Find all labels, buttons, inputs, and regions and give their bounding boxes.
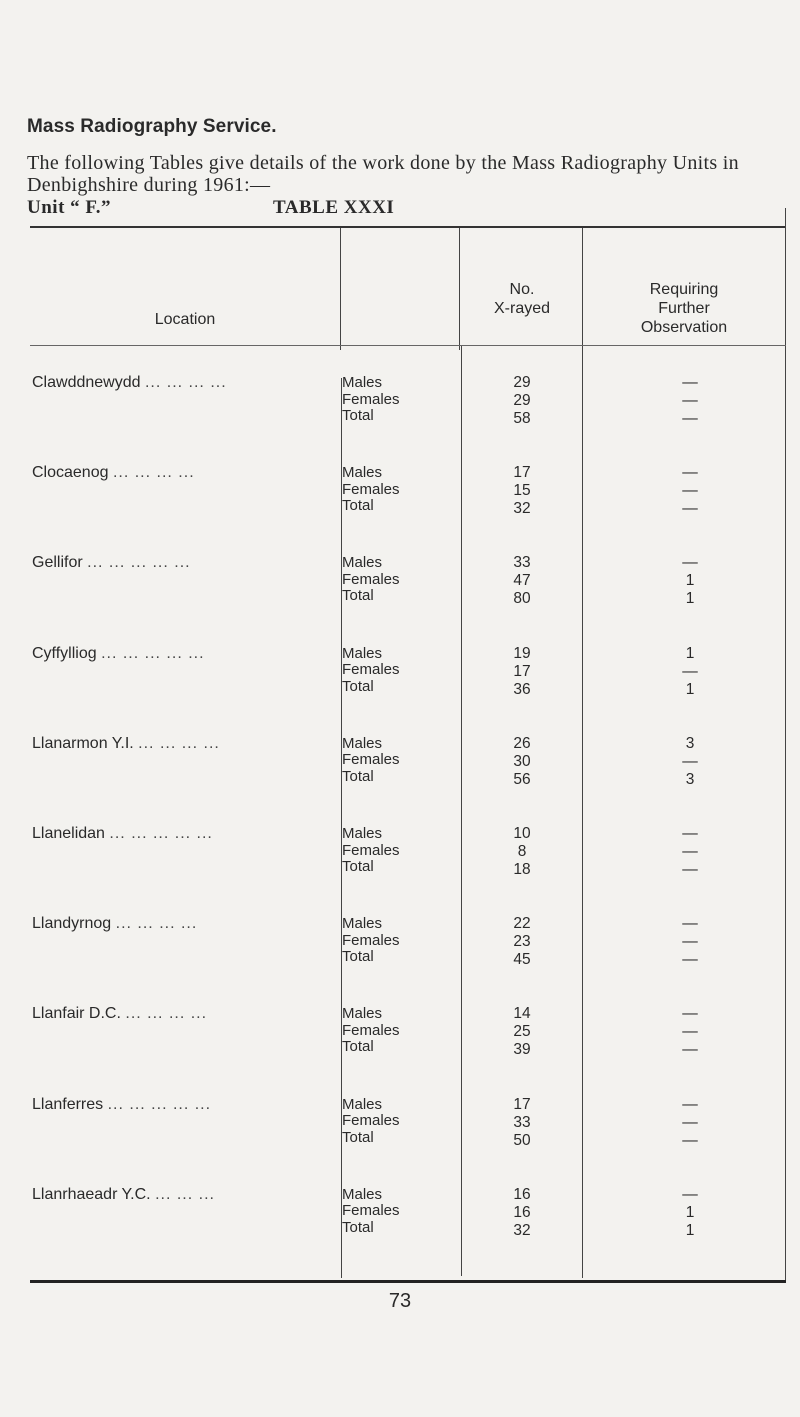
xrayed-cell: 39 [513,1041,531,1059]
further-observation-cell: — [682,500,698,518]
header-further-line1: Requiring [649,281,719,298]
table-row-group [30,735,786,825]
sex-cell: Females [342,1202,400,1220]
leader-dots: ... ... ... ... ... [101,644,205,662]
table-row [30,768,786,786]
table-row-group [30,554,786,644]
xrayed-cell: 14 [513,1005,531,1023]
further-observation-cell: — [682,482,698,500]
location-name: Llanarmon Y.I. [32,734,134,752]
xrayed-cell: 22 [513,915,531,933]
header-location: Location [154,311,216,328]
xrayed-cell: 50 [513,1131,531,1149]
xrayed-cell: 58 [513,410,531,427]
xrayed-cell: 10 [513,825,531,842]
column-divider [459,228,460,350]
table-row [30,735,786,753]
sex-cell: Total [342,858,374,875]
xrayed-cell: 18 [513,861,531,878]
table-row [30,1202,786,1220]
further-observation-cell: — [682,1041,698,1059]
table-row [30,407,786,425]
further-observation-cell: — [682,843,698,860]
xrayed-cell: 19 [513,644,531,662]
sex-cell: Males [342,1005,383,1023]
column-divider [340,228,341,350]
header-xrayed [462,280,582,318]
location-name: Llanfair D.C. [32,1005,121,1023]
location-name: Clocaenog [32,464,109,482]
sex-cell: Females [342,1021,400,1039]
table-row-group [30,825,786,915]
table-row-group [30,645,786,735]
sex-cell: Females [342,931,400,949]
table-row [30,825,786,843]
further-observation-cell: — [682,951,698,969]
further-observation-cell: — [682,1185,698,1203]
table-title: TABLE XXXI [273,197,395,218]
location-name: Clawddnewydd [32,374,141,391]
xrayed-cell: 25 [513,1023,531,1041]
table-row [30,661,786,679]
xrayed-cell: 80 [513,590,531,608]
location-name: Llanferres [32,1095,104,1113]
further-observation-cell: 3 [685,734,695,752]
header-further-line3: Observation [640,319,728,336]
xrayed-cell: 26 [513,734,531,752]
xrayed-cell: 33 [513,554,531,572]
location-name: Llandyrnog [32,915,112,933]
sex-cell: Total [342,1038,374,1056]
header-xrayed-line1: No. [509,281,535,298]
table-row [30,948,786,969]
sex-cell: Females [342,751,400,769]
leader-dots: ... ... ... ... [112,464,195,482]
sex-cell: Males [342,1095,383,1113]
further-observation-cell: — [682,861,698,878]
xrayed-cell: 16 [513,1185,531,1203]
table-row [30,391,786,409]
further-observation-cell: — [682,374,698,391]
table-row [30,374,786,392]
xrayed-cell: 17 [513,662,531,680]
table-row [30,1129,786,1147]
sex-cell: Males [342,734,383,752]
further-observation-cell: 1 [685,1221,695,1239]
table-row [30,464,786,482]
location-name: Llanrhaeadr Y.C. [32,1185,151,1203]
location-name: Llanelidan [32,825,105,842]
xrayed-cell: 30 [513,752,531,770]
leader-dots: ... ... ... ... ... [109,825,213,842]
xrayed-cell: 36 [513,680,531,698]
sex-cell: Total [342,948,374,966]
header-rule [30,345,786,346]
table-row-group [30,1096,786,1186]
intro-paragraph: The following Tables give details of the work done by the Mass Radiography Units in Denbighshire during 1961:— [27,152,739,196]
leader-dots: ... ... ... [155,1185,215,1203]
table-row [30,858,786,876]
further-observation-cell: 1 [685,644,695,662]
header-xrayed-line2: X-rayed [493,300,551,317]
location-name: Gellifor [32,554,83,572]
further-observation-cell: 1 [685,680,695,698]
table-row [30,587,786,608]
further-observation-cell: — [682,554,698,572]
sex-cell: Males [342,915,383,933]
table-row [30,915,786,933]
sex-cell: Females [342,1112,400,1130]
xrayed-cell: 45 [513,951,531,969]
xrayed-cell: 17 [513,464,531,482]
further-observation-cell: — [682,1023,698,1041]
table-row [30,1005,786,1023]
further-observation-cell: — [682,933,698,951]
xrayed-cell: 16 [513,1203,531,1221]
table-row [30,842,786,860]
further-observation-cell: — [682,752,698,770]
table-row [30,481,786,499]
further-observation-cell: — [682,662,698,680]
further-observation-cell: — [682,1095,698,1113]
xrayed-cell: 33 [513,1113,531,1131]
further-observation-cell: — [682,825,698,842]
sex-cell: Females [342,661,400,679]
xrayed-cell: 32 [513,1221,531,1239]
table-row [30,1219,786,1237]
xrayed-cell: 29 [513,392,531,409]
leader-dots: ... ... ... ... ... [107,1095,212,1113]
table-row [30,497,786,518]
table-row [30,554,786,572]
further-observation-cell: — [682,1005,698,1023]
xrayed-cell: 56 [513,770,531,788]
table-row [30,932,786,950]
table-row [30,1112,786,1130]
results-table [30,226,786,1283]
table-row-group [30,915,786,1005]
table-row [30,1022,786,1040]
xrayed-cell: 32 [513,500,531,518]
table-row [30,751,786,769]
table-row [30,1096,786,1114]
xrayed-cell: 8 [517,843,527,860]
sex-cell: Total [342,497,374,515]
sex-cell: Males [342,464,383,482]
leader-dots: ... ... ... ... [138,734,220,752]
xrayed-cell: 29 [513,374,531,391]
further-observation-cell: — [682,1131,698,1149]
page-heading: Mass Radiography Service. [27,116,277,137]
table-row [30,1186,786,1204]
further-observation-cell: — [682,464,698,482]
table-row-group [30,464,786,554]
table-row-group [30,1005,786,1095]
leader-dots: ... ... ... ... ... [87,554,191,572]
sex-cell: Females [342,480,400,498]
table-row [30,678,786,696]
further-observation-cell: — [682,392,698,409]
location-name: Cyffylliog [32,644,97,662]
xrayed-cell: 23 [513,933,531,951]
leader-dots: ... ... ... ... [144,374,227,391]
header-further-line2: Further [658,300,710,317]
unit-label: Unit “ F.” [27,197,112,218]
sex-cell: Males [342,644,383,662]
further-observation-cell: — [682,410,698,427]
sex-cell: Males [342,825,383,842]
sex-cell: Males [342,554,383,572]
table-row [30,645,786,663]
leader-dots: ... ... ... ... [115,915,198,933]
xrayed-cell: 47 [513,572,531,590]
sex-cell: Total [342,587,374,605]
xrayed-cell: 15 [513,482,531,500]
further-observation-cell: 1 [685,1203,695,1221]
further-observation-cell: 1 [685,572,695,590]
table-row [30,1038,786,1059]
sex-cell: Males [342,1185,383,1203]
unit-title-line [27,197,395,219]
sex-cell: Total [342,677,374,695]
table-row-group [30,1186,786,1276]
sex-cell: Females [342,390,400,408]
further-observation-cell: — [682,915,698,933]
sex-cell: Total [342,1218,374,1236]
table-row [30,571,786,589]
sex-cell: Total [342,1128,374,1146]
header-further-observation [582,280,786,337]
leader-dots: ... ... ... ... [125,1005,208,1023]
table-row-group [30,374,786,464]
sex-cell: Males [342,374,383,391]
sex-cell: Total [342,407,374,424]
further-observation-cell: — [682,1113,698,1131]
sex-cell: Females [342,570,400,588]
sex-cell: Females [342,841,400,859]
sex-cell: Total [342,767,374,785]
further-observation-cell: 3 [685,770,695,788]
xrayed-cell: 17 [513,1095,531,1113]
page-number: 73 [388,1290,412,1312]
further-observation-cell: 1 [685,590,695,608]
